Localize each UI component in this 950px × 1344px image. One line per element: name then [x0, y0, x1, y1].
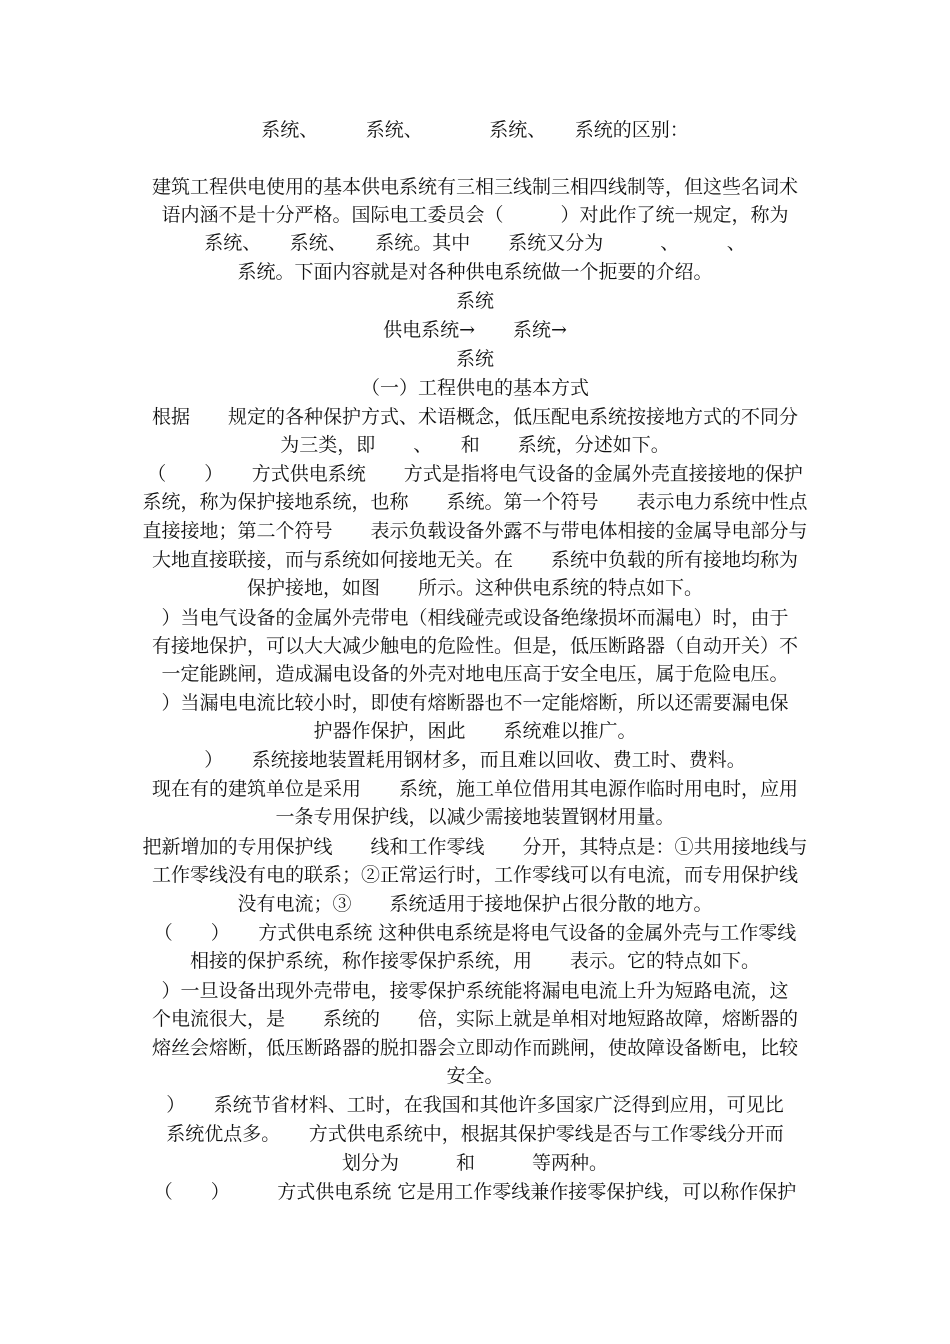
text-line: 个电流很大，是 系统的 倍，实际上就是单相对地短路故障，熔断器的	[151, 1008, 798, 1030]
text-line: ）一旦设备出现外壳带电，接零保护系统能将漏电电流上升为短路电流，这	[161, 980, 789, 1002]
text-line: 有接地保护，可以大大减少触电的危险性。但是，低压断路器（自动开关）不	[151, 635, 798, 657]
text-line: 没有电流；③ 系统适用于接地保护占很分散的地方。	[237, 893, 713, 915]
text-line: 语内涵不是十分严格。国际电工委员会（ ）对此作了统一规定，称为	[161, 204, 789, 226]
text-line: （ ） 方式供电系统 这种供电系统是将电气设备的金属外壳与工作零线	[153, 922, 797, 944]
text-line: （ ） 方式供电系统 方式是指将电气设备的金属外壳直接接地的保护	[147, 463, 803, 485]
text-line: 大地直接联接，而与系统如何接地无关。在 系统中负载的所有接地均称为	[151, 549, 798, 571]
diagram-label: 供电系统→ 系统→	[383, 319, 567, 341]
text-line: 直接接地；第二个符号 表示负载设备外露不与带电体相接的金属导电部分与	[142, 520, 808, 542]
text-line: 系统，称为保护接地系统，也称 系统。第一个符号 表示电力系统中性点	[142, 491, 808, 513]
text-line: 保护接地，如图 所示。这种供电系统的特点如下。	[246, 577, 703, 599]
text-line: 一条专用保护线，以减少需接地装置钢材用量。	[275, 806, 675, 828]
text-line: ） 系统接地装置耗用钢材多，而且难以回收、费工时、费料。	[204, 749, 746, 771]
diagram-label: 系统	[455, 348, 494, 370]
text-line: ） 系统节省材料、工时，在我国和其他许多国家广泛得到应用，可见比	[166, 1094, 784, 1116]
text-line: 把新增加的专用保护线 线和工作零线 分开，其特点是：①共用接地线与	[142, 836, 808, 858]
text-line: 一定能跳闸，造成漏电设备的外壳对地电压高于安全电压，属于危险电压。	[161, 663, 789, 685]
text-line: 熔丝会熔断，低压断路器的脱扣器会立即动作而跳闸，使故障设备断电，比较	[151, 1037, 798, 1059]
text-line: 建筑工程供电使用的基本供电系统有三相三线制三相四线制等，但这些名词术	[151, 176, 798, 198]
diagram-label: 系统	[455, 290, 494, 312]
text-line: 系统优点多。 方式供电系统中，根据其保护零线是否与工作零线分开而	[166, 1123, 784, 1145]
text-line: 相接的保护系统，称作接零保护系统，用 表示。它的特点如下。	[189, 950, 760, 972]
text-line: 工作零线没有电的联系；②正常运行时，工作零线可以有电流，而专用保护线	[151, 864, 798, 886]
text-line: 划分为 和 等两种。	[341, 1152, 608, 1174]
text-line: 根据 规定的各种保护方式、术语概念，低压配电系统按接地方式的不同分	[151, 406, 798, 428]
text-line: 现在有的建筑单位是采用 系统，施工单位借用其电源作临时用电时，应用	[151, 778, 798, 800]
text-line: ）当漏电电流比较小时，即使有熔断器也不一定能熔断，所以还需要漏电保	[161, 692, 789, 714]
text-line: ）当电气设备的金属外壳带电（相线碰壳或设备绝缘损坏而漏电）时，由于	[161, 607, 789, 629]
text-line: 系统。下面内容就是对各种供电系统做一个扼要的介绍。	[237, 261, 713, 283]
text-line: 护器作保护，困此 系统难以推广。	[313, 720, 637, 742]
text-line: 为三类，即 、 和 系统，分述如下。	[280, 434, 670, 456]
text-line: 系统、 系统、 系统。其中 系统又分为 、 、	[204, 232, 746, 254]
text-line: （ ） 方式供电系统 它是用工作零线兼作接零保护线，可以称作保护	[153, 1181, 797, 1203]
text-line: 安全。	[446, 1065, 504, 1087]
section-heading: （一）工程供电的基本方式	[360, 377, 589, 399]
page-title: 系统、 系统、 系统、 系统的区别：	[261, 119, 689, 141]
